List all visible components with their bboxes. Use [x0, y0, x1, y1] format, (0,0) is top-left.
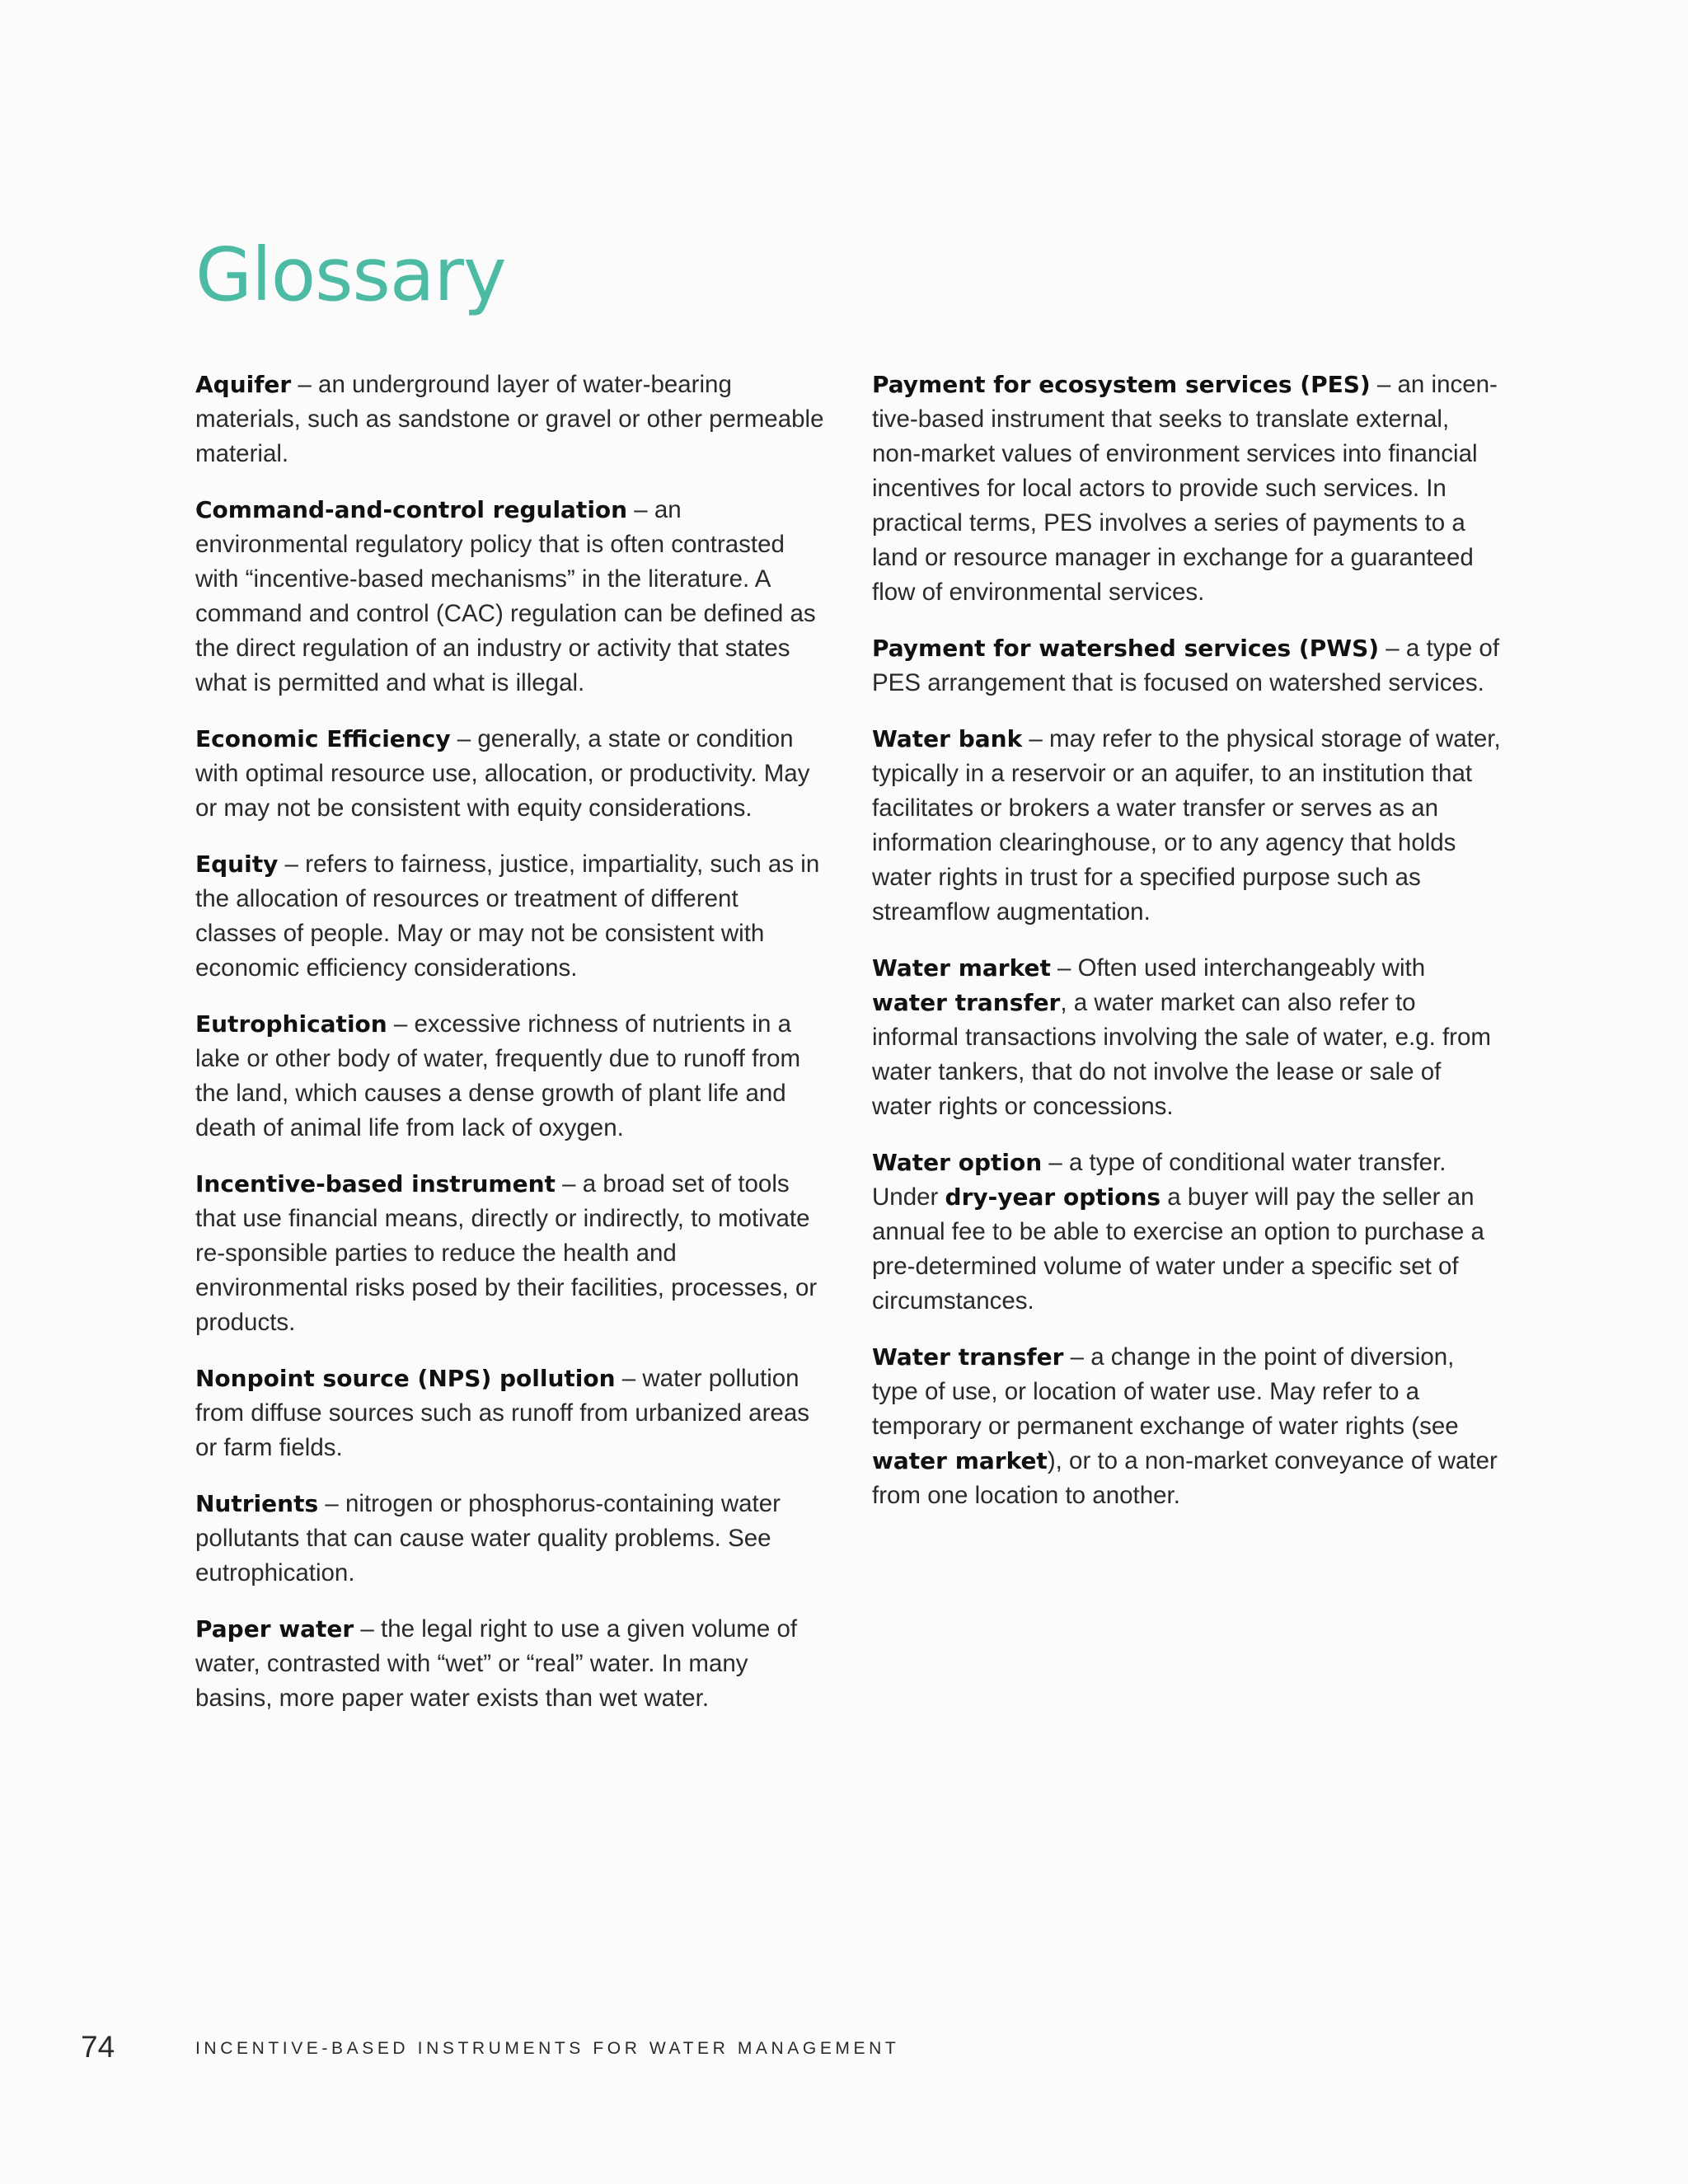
glossary-entry [872, 631, 1503, 701]
glossary-entry [195, 722, 826, 826]
glossary-term: Aquifer [195, 371, 292, 398]
glossary-definition: – an incen-tive-based instrument that seeks to translate external, non-market values of environment services into financial incentives for local actors to provide such services. In practical terms, PES involves a series of payments to a land or resource manager in exchange for a guaranteed flow of environmental services. [872, 371, 1498, 606]
glossary-column-left [195, 368, 826, 1737]
glossary-entry [872, 722, 1503, 930]
glossary-term: Payment for ecosystem services (PES) [872, 371, 1371, 398]
glossary-entry [195, 1167, 826, 1340]
glossary-definition: – an environmental regulatory policy that is often contrasted with “incentive-based mechanisms” in the literature. A command and control (CAC) regulation can be defined as the direct regulation of an industry or activity that states what is permitted and what is illegal. [195, 496, 816, 696]
glossary-entry [195, 1361, 826, 1465]
glossary-definition: – the legal right to use a given volume of water, contrasted with “wet” or “real” water. In many basins, more paper water exists than wet water. [195, 1615, 798, 1712]
glossary-term: dry-year options [945, 1183, 1161, 1211]
glossary-definition: a buyer will pay the seller an annual fee to be able to exercise an option to purchase a pre-determined volume of water under a specific set of circumstances. [872, 1183, 1484, 1315]
glossary-term: Payment for watershed services (PWS) [872, 635, 1380, 662]
glossary-term: Eutrophication [195, 1010, 387, 1038]
page-title: Glossary [195, 232, 506, 317]
glossary-definition: – Often used interchangeably with [1050, 954, 1426, 982]
glossary-term: Water market [872, 954, 1051, 982]
glossary-definition: – an underground layer of water-bearing materials, such as sandstone or gravel or other permeable material. [195, 371, 824, 467]
glossary-definition: ), or to a non-market conveyance of water from one location to another. [872, 1447, 1498, 1509]
glossary-definition: , a water market can also refer to informal transactions involving the sale of water, e.g. from water tankers, that do not involve the lease or sale of water rights or concessions. [872, 989, 1491, 1120]
glossary-term: water market [872, 1447, 1048, 1474]
glossary-definition: – a change in the point of diversion, type of use, or location of water use. May refer to a temporary or permanent exchange of water rights (see [872, 1343, 1459, 1440]
glossary-term: Paper water [195, 1615, 354, 1643]
glossary-definition: – a type of conditional water transfer. Under [872, 1149, 1447, 1211]
glossary-term: Command-and-control regulation [195, 496, 628, 523]
running-footer: INCENTIVE-BASED INSTRUMENTS FOR WATER MANAGEMENT [195, 2039, 900, 2058]
glossary-term: Water bank [872, 725, 1023, 752]
glossary-definition: – water pollution from diffuse sources such as runoff from urbanized areas or farm fields. [195, 1365, 809, 1461]
glossary-definition: – may refer to the physical storage of water, typically in a reservoir or an aquifer, to an institution that facilitates or brokers a water transfer or serves as an information clearinghouse, or to any agency that holds water rights in trust for a specified purpose such as streamflow augmentation. [872, 725, 1501, 926]
glossary-column-right [872, 368, 1503, 1535]
glossary-entry [195, 1007, 826, 1146]
glossary-entry [872, 368, 1503, 610]
glossary-definition: – refers to fairness, justice, impartiality, such as in the allocation of resources or treatment of different classes of people. May or may not be consistent with economic efficiency considerations. [195, 851, 820, 982]
glossary-entry [195, 1612, 826, 1716]
glossary-definition: – excessive richness of nutrients in a lake or other body of water, frequently due to runoff from the land, which causes a dense growth of plant life and death of animal life from lack of oxygen. [195, 1010, 801, 1141]
glossary-term: water transfer [872, 989, 1061, 1016]
glossary-term: Nutrients [195, 1490, 319, 1517]
glossary-term: Water transfer [872, 1343, 1064, 1371]
page-number: 74 [81, 2030, 115, 2064]
glossary-entry [872, 1146, 1503, 1319]
glossary-entry [872, 1340, 1503, 1513]
glossary-definition: – a type of PES arrangement that is focused on watershed services. [872, 635, 1500, 696]
glossary-term: Water option [872, 1149, 1043, 1176]
glossary-term: Incentive-based instrument [195, 1170, 556, 1197]
glossary-definition: – a broad set of tools that use financial means, directly or indirectly, to motivate re-sponsible parties to reduce the health and environmental risks posed by their facilities, processes, or products. [195, 1170, 818, 1336]
glossary-entry [872, 951, 1503, 1124]
glossary-definition: – generally, a state or condition with optimal resource use, allocation, or productivity. May or may not be consistent with equity considerations. [195, 725, 810, 822]
glossary-entry [195, 493, 826, 701]
glossary-term: Equity [195, 851, 279, 878]
glossary-term: Economic Efficiency [195, 725, 451, 752]
glossary-definition: – nitrogen or phosphorus-containing water pollutants that can cause water quality problems. See eutrophication. [195, 1490, 781, 1586]
glossary-entry [195, 1487, 826, 1591]
glossary-term: Nonpoint source (NPS) pollution [195, 1365, 616, 1392]
glossary-entry [195, 368, 826, 471]
glossary-entry [195, 847, 826, 986]
